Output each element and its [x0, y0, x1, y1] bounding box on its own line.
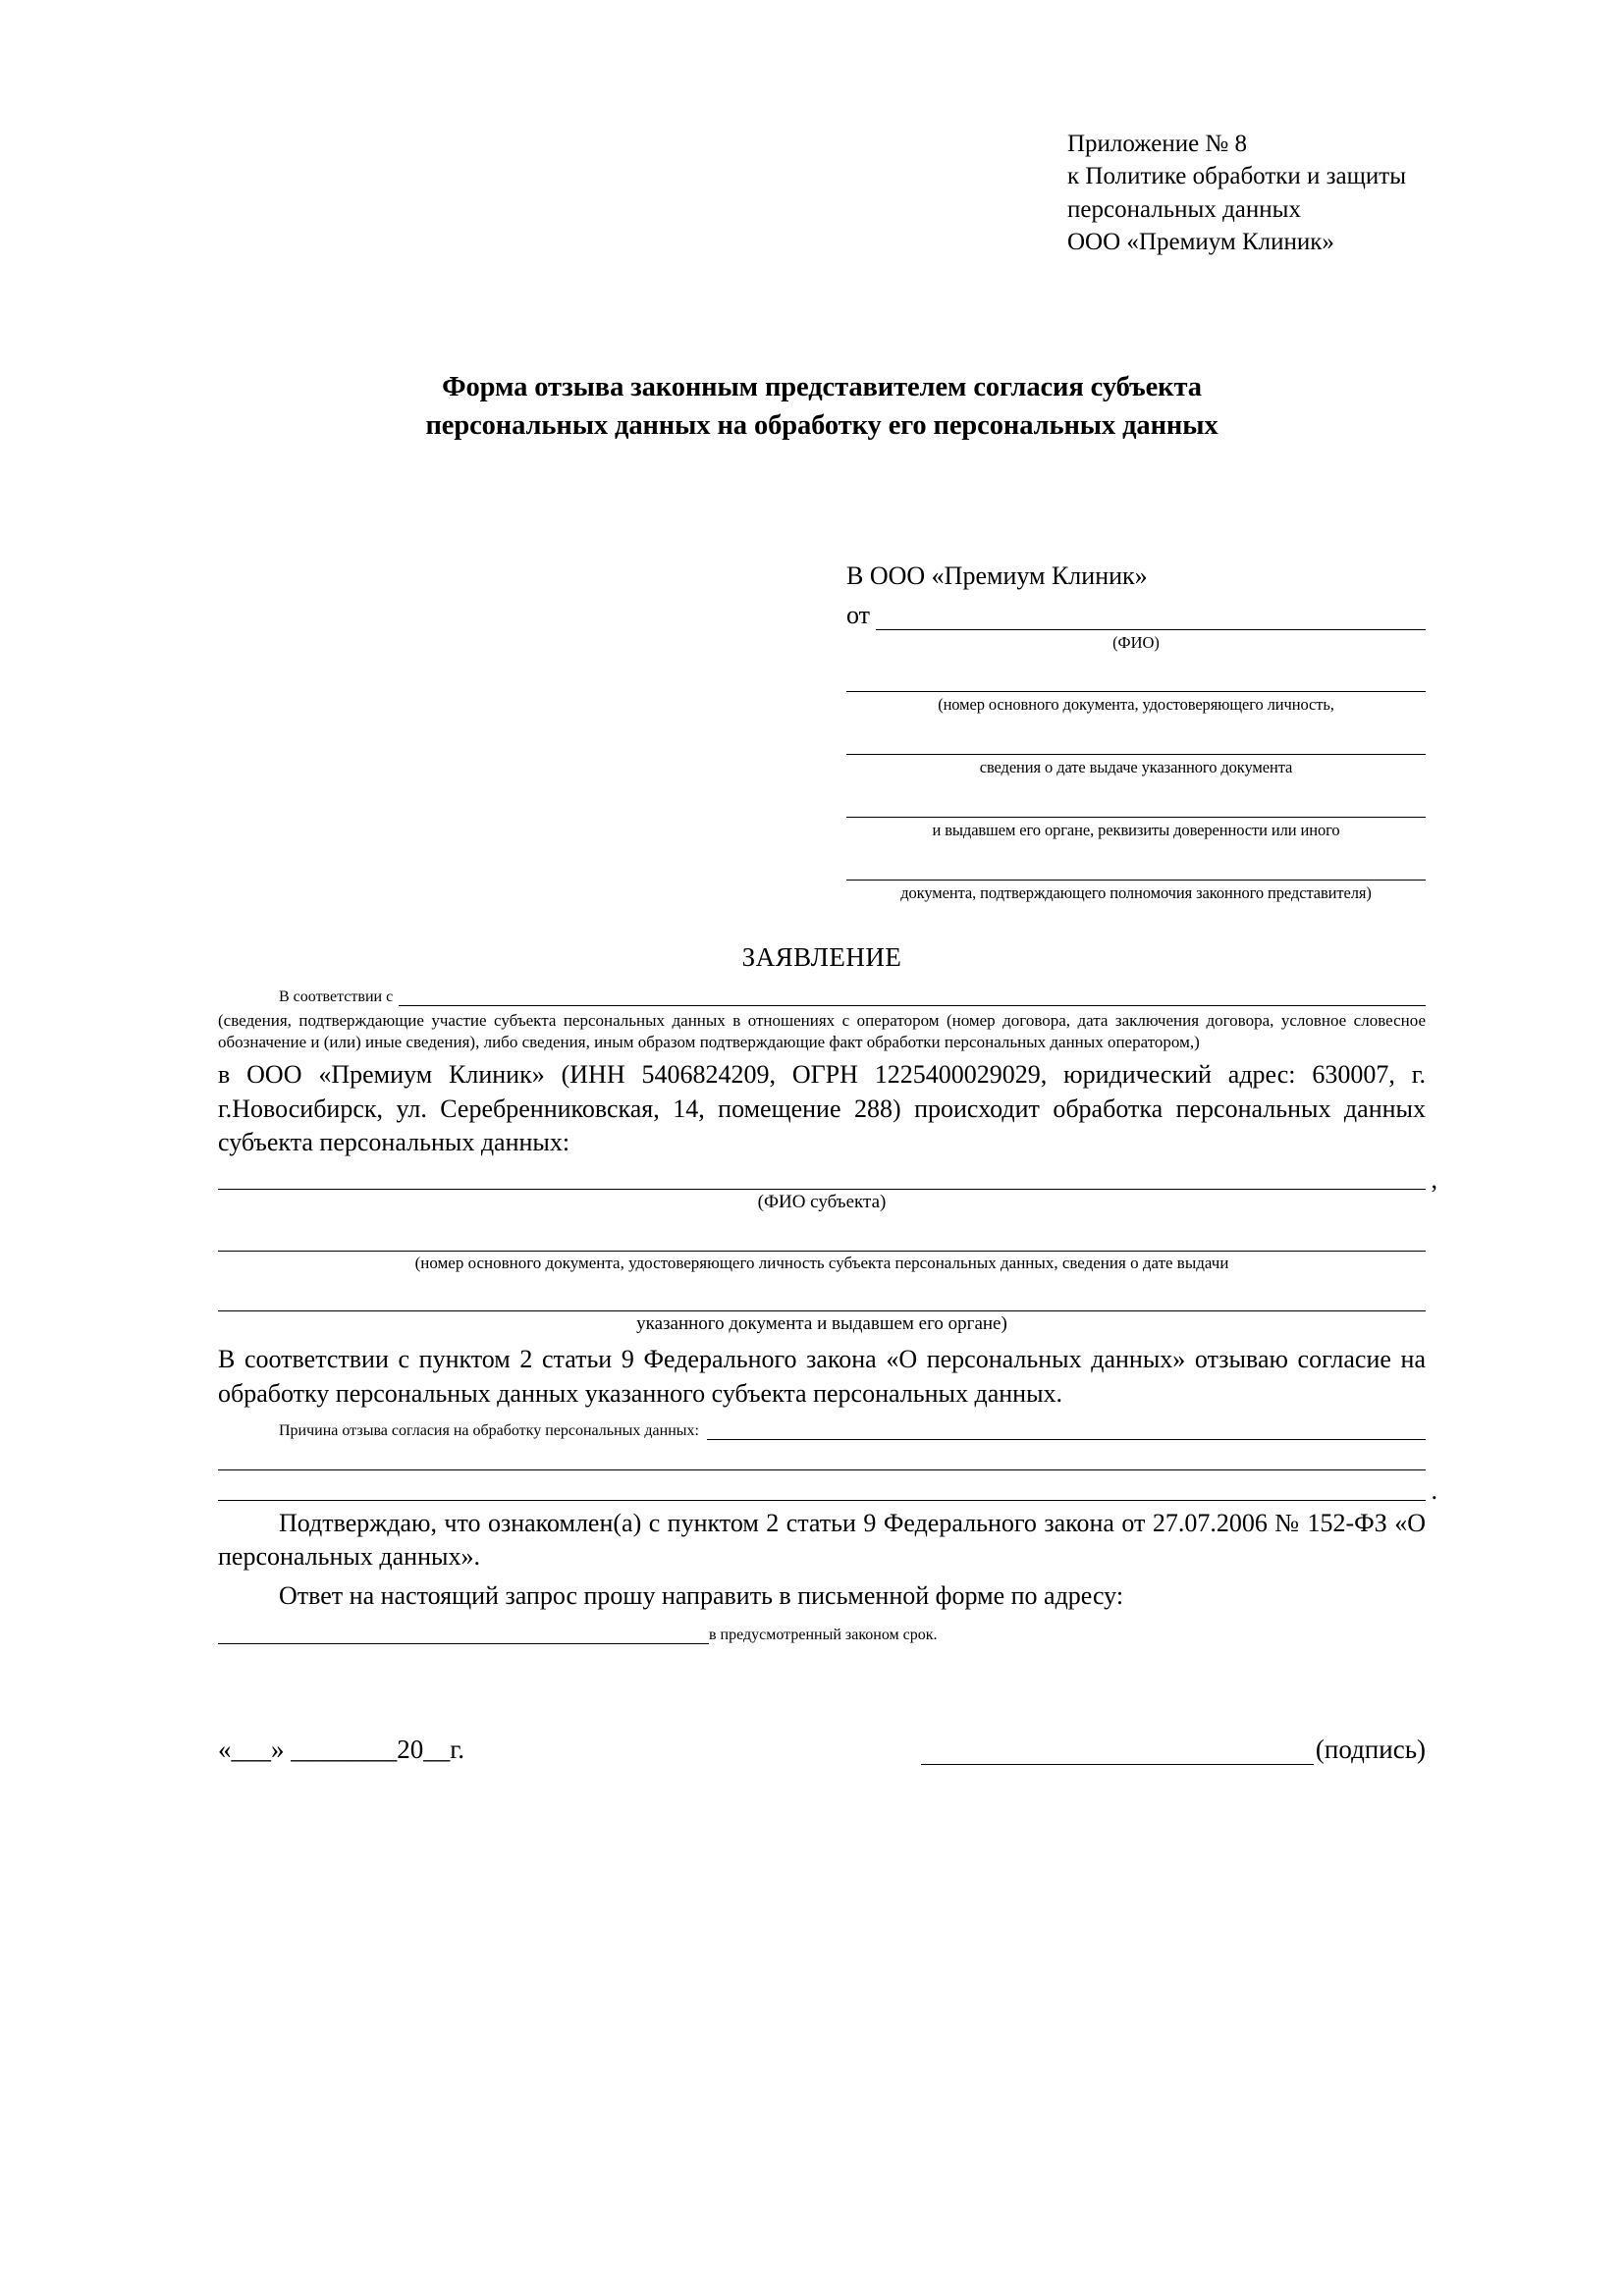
signature-label: (подпись) — [1315, 1734, 1426, 1764]
subject-fio-comma: , — [1431, 1165, 1437, 1195]
fio-caption: (ФИО) — [1112, 632, 1160, 652]
answer-address-input[interactable] — [218, 1618, 709, 1644]
addressee-organization: В ООО «Премиум Клиник» — [846, 561, 1148, 590]
statement-heading: ЗАЯВЛЕНИЕ — [741, 942, 902, 973]
reason-label: Причина отзыва согласия на обработку персональных данных: — [279, 1421, 699, 1439]
signature-row — [218, 1735, 1426, 1765]
answer-paragraph: Ответ на настоящий запрос прошу направить в письменной форме по адресу: — [279, 1581, 1124, 1611]
appendix-header — [1067, 128, 1480, 258]
reason-row — [218, 1415, 1426, 1440]
appendix-organization: ООО «Премиум Клиник» — [1067, 228, 1334, 255]
from-fio-input[interactable] — [876, 605, 1426, 630]
doc-issue-date-caption: сведения о дате выдаче указанного документа — [979, 758, 1293, 777]
page-title-line-1: Форма отзыва законным представителем согласия субъекта — [442, 372, 1202, 402]
page-title — [218, 368, 1426, 446]
in-accordance-row — [218, 981, 1426, 1006]
doc-issue-date-input[interactable] — [846, 728, 1426, 755]
page-title-line-2: персональных данных на обработку его персональных данных — [425, 410, 1218, 442]
doc-authority-caption: документа, подтверждающего полномочия законного представителя) — [900, 883, 1372, 903]
signature-field-group — [679, 1735, 1426, 1765]
in-accordance-input[interactable] — [399, 981, 1426, 1006]
answer-address-row — [218, 1618, 1426, 1644]
doc-authority-input[interactable] — [846, 854, 1426, 881]
reason-period: . — [1431, 1475, 1437, 1505]
doc-issuer-input[interactable] — [846, 791, 1426, 818]
subject-doc-input[interactable] — [218, 1221, 1426, 1252]
from-row — [846, 601, 1426, 630]
appendix-policy-line-1: к Политике обработки и защиты — [1067, 163, 1407, 190]
reason-input-line-1[interactable] — [707, 1415, 1426, 1440]
appendix-number: Приложение № 8 — [1067, 131, 1248, 157]
document-content — [218, 128, 1437, 1765]
answer-address-tail: в предусмотренный законом срок. — [709, 1626, 938, 1643]
subject-fio-input[interactable] — [218, 1159, 1437, 1195]
from-label: от — [846, 600, 871, 629]
addressee-block — [846, 561, 1426, 904]
appendix-policy-line-2: персональных данных — [1067, 195, 1301, 223]
doc-number-caption: (номер основного документа, удостоверяющего личность, — [938, 695, 1334, 715]
date-field[interactable]: «___» ________20__г. — [218, 1734, 465, 1764]
signature-input[interactable] — [921, 1740, 1314, 1765]
subject-doc-issuer-input[interactable] — [218, 1281, 1426, 1311]
doc-issuer-caption: и выдавшем его органе, реквизиты доверенности или иного — [932, 821, 1340, 840]
subject-doc-caption-2: указанного документа и выдавшем его органе) — [636, 1313, 1007, 1335]
in-accordance-label: В соответствии с — [279, 988, 394, 1006]
reason-input-line-3[interactable] — [218, 1470, 1437, 1505]
reason-input-line-2[interactable] — [218, 1440, 1426, 1470]
participation-note: (сведения, подтверждающие участие субъекта персональных данных в отношениях с оператором (номер договора, дата заключения договора, условное словесное обозначение и (или) иные сведения), либо сведения, иным образом подтверждающие факт обработки персональных данных оператором,) — [218, 1011, 1426, 1051]
withdraw-paragraph: В соответствии с пунктом 2 статьи 9 Федерального закона «О персональных данных» отзываю согласие на обработку персональных данных указанного субъекта персональных данных. — [218, 1345, 1426, 1408]
subject-doc-caption: (номер основного документа, удостоверяющего личность субъекта персональных данных, сведения о дате выдачи — [414, 1254, 1229, 1273]
organization-paragraph: в ООО «Премиум Клиник» (ИНН 5406824209, ОГРН 1225400029029, юридический адрес: 630007, г. г.Новосибирск, ул. Серебренниковская, 14, помещение 288) происходит обработка персональных данных субъекта персональных данных: — [218, 1060, 1426, 1156]
subject-fio-caption: (ФИО субъекта) — [757, 1192, 887, 1213]
confirm-paragraph: Подтверждаю, что ознакомлен(а) с пунктом 2 статьи 9 Федерального закона от 27.07.2006 № 152-ФЗ «О персональных данных». — [218, 1508, 1426, 1572]
doc-number-input[interactable] — [846, 666, 1426, 692]
